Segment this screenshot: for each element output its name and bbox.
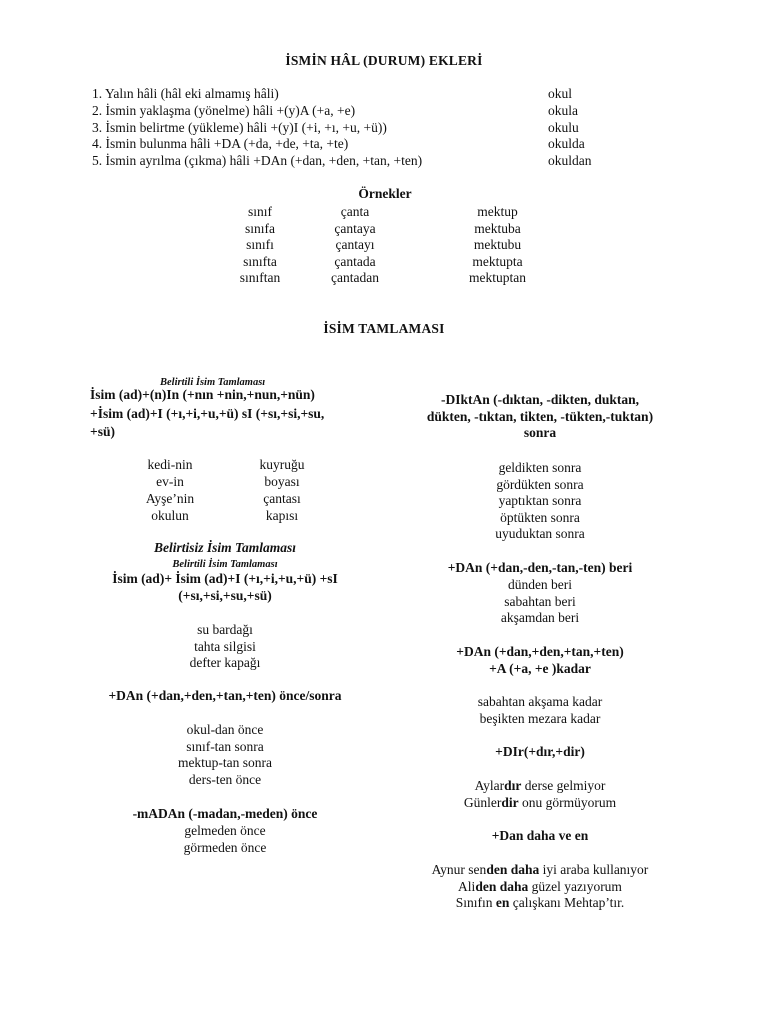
example-line: gelmeden önce — [184, 823, 266, 838]
case-example: okulda — [548, 136, 585, 151]
example-line: öptükten sonra — [500, 509, 580, 525]
examples-heading: Örnekler — [358, 186, 412, 201]
example-line: beşikten mezara kadar — [479, 710, 601, 726]
belirtili-rule: +İsim (ad)+I (+ı,+i,+u,+ü) sI (+sı,+si,+su, — [90, 406, 325, 421]
example-line: sabahtan akşama kadar — [477, 694, 603, 709]
example-line: uyuduktan sonra — [495, 526, 585, 541]
pair-left: ev-in — [156, 474, 184, 489]
belirtisiz-rule: İsim (ad)+ İsim (ad)+I (+ı,+i,+u,+ü) +sI — [112, 571, 338, 586]
madan-examples — [85, 823, 365, 856]
case-line: 4. İsmin bulunma hâli +DA (+da, +de, +ta, +te) — [92, 136, 349, 151]
example-cell: çantadan — [331, 270, 379, 285]
pair-right: boyası — [264, 474, 300, 489]
example-cell: sınıfı — [246, 237, 274, 252]
page-title: İSMİN HÂL (DURUM) EKLERİ — [285, 53, 483, 68]
example-line: okul-dan önce — [186, 722, 264, 737]
example-line: su bardağı — [197, 622, 253, 637]
beri-examples — [390, 577, 690, 627]
pair-right: çantası — [263, 491, 301, 506]
belirtisiz-label: Belirtili İsim Tamlaması — [172, 559, 278, 570]
pair-left: kedi-nin — [147, 457, 193, 472]
example-line: Aylardır derse gelmiyor — [474, 778, 606, 793]
example-cell: sınıfta — [243, 254, 277, 269]
example-line: yaptıktan sonra — [498, 493, 582, 508]
case-example: okuldan — [548, 153, 592, 168]
madan-heading: -mADAn (-madan,-meden) önce — [132, 806, 318, 821]
example-line: Aynur senden daha iyi araba kullanıyor — [431, 862, 649, 877]
case-line: 3. İsmin belirtme (yükleme) hâli +(y)I (+i, +ı, +u, +ü)) — [92, 120, 387, 135]
example-line: tahta silgisi — [194, 638, 256, 654]
example-cell: mektubu — [473, 237, 522, 252]
belirtisiz-examples — [85, 622, 365, 672]
case-line: 1. Yalın hâli (hâl eki almamış hâli) — [92, 86, 279, 101]
kadar-heading — [390, 644, 690, 677]
example-line: sabahtan beri — [504, 593, 576, 609]
case-example: okulu — [548, 120, 579, 135]
example-cell: çantaya — [334, 221, 376, 236]
diktan-examples — [390, 460, 690, 543]
example-line: sınıf-tan sonra — [186, 738, 264, 754]
example-line: görmeden önce — [183, 839, 267, 855]
daha-examples — [390, 862, 690, 912]
dir-examples — [390, 778, 690, 811]
example-cell: mektupta — [472, 254, 523, 269]
example-line: gördükten sonra — [496, 476, 584, 492]
once-examples — [85, 722, 365, 788]
example-cell: çantada — [334, 254, 376, 269]
case-line: 5. İsmin ayrılma (çıkma) hâli +DAn (+dan, +den, +tan, +ten) — [92, 153, 423, 168]
heading-line: -DIktAn (-dıktan, -dikten, duktan, — [440, 392, 640, 407]
example-line: Sınıfın en çalışkanı Mehtap’tır. — [455, 895, 625, 910]
example-line: akşamdan beri — [500, 610, 580, 625]
example-line: mektup-tan sonra — [177, 755, 273, 770]
pair-right: kuyruğu — [259, 457, 305, 472]
beri-heading: +DAn (+dan,-den,-tan,-ten) beri — [447, 560, 633, 575]
dir-heading: +DIr(+dır,+dir) — [495, 744, 585, 759]
belirtili-label: Belirtili İsim Tamlaması — [160, 377, 266, 388]
heading-line: +A (+a, +e )kadar — [489, 660, 591, 676]
daha-heading: +Dan daha ve en — [491, 828, 589, 843]
case-example: okula — [548, 103, 578, 118]
case-example: okul — [548, 86, 573, 101]
example-line: Aliden daha güzel yazıyorum — [458, 878, 622, 894]
example-line: geldikten sonra — [498, 460, 582, 475]
belirtisiz-rule: (+sı,+si,+su,+sü) — [178, 588, 272, 603]
example-cell: çantayı — [335, 237, 375, 252]
example-line: Günlerdir onu görmüyorum — [463, 794, 617, 810]
belirtili-rule: +sü) — [90, 424, 115, 439]
example-cell: mektuptan — [469, 270, 526, 285]
belirtili-rule: İsim (ad)+(n)In (+nın +nin,+nun,+nün) — [90, 387, 315, 402]
example-cell: mektuba — [474, 221, 521, 236]
section-title: İSİM TAMLAMASI — [323, 321, 445, 336]
heading-line: +DAn (+dan,+den,+tan,+ten) — [456, 644, 624, 659]
kadar-examples — [390, 694, 690, 727]
pair-left: okulun — [151, 508, 189, 523]
example-cell: sınıfa — [245, 221, 275, 236]
example-cell: mektup — [477, 204, 518, 219]
heading-line: sonra — [523, 425, 557, 440]
pair-left: Ayşe’nin — [145, 491, 195, 506]
example-line: dünden beri — [507, 577, 573, 592]
diktan-heading — [390, 392, 690, 442]
example-cell: sınıf — [247, 204, 272, 219]
example-cell: çanta — [340, 204, 370, 219]
belirtisiz-heading: Belirtisiz İsim Tamlaması — [153, 540, 297, 555]
example-line: ders-ten önce — [188, 771, 262, 787]
heading-line: dükten, -tıktan, tikten, -tükten,-tuktan) — [426, 408, 654, 424]
pair-right: kapısı — [265, 508, 299, 523]
once-heading: +DAn (+dan,+den,+tan,+ten) önce/sonra — [108, 688, 342, 703]
example-cell: sınıftan — [239, 270, 281, 285]
case-line: 2. İsmin yaklaşma (yönelme) hâli +(y)A (+a, +e) — [92, 103, 356, 118]
example-line: defter kapağı — [189, 655, 261, 670]
